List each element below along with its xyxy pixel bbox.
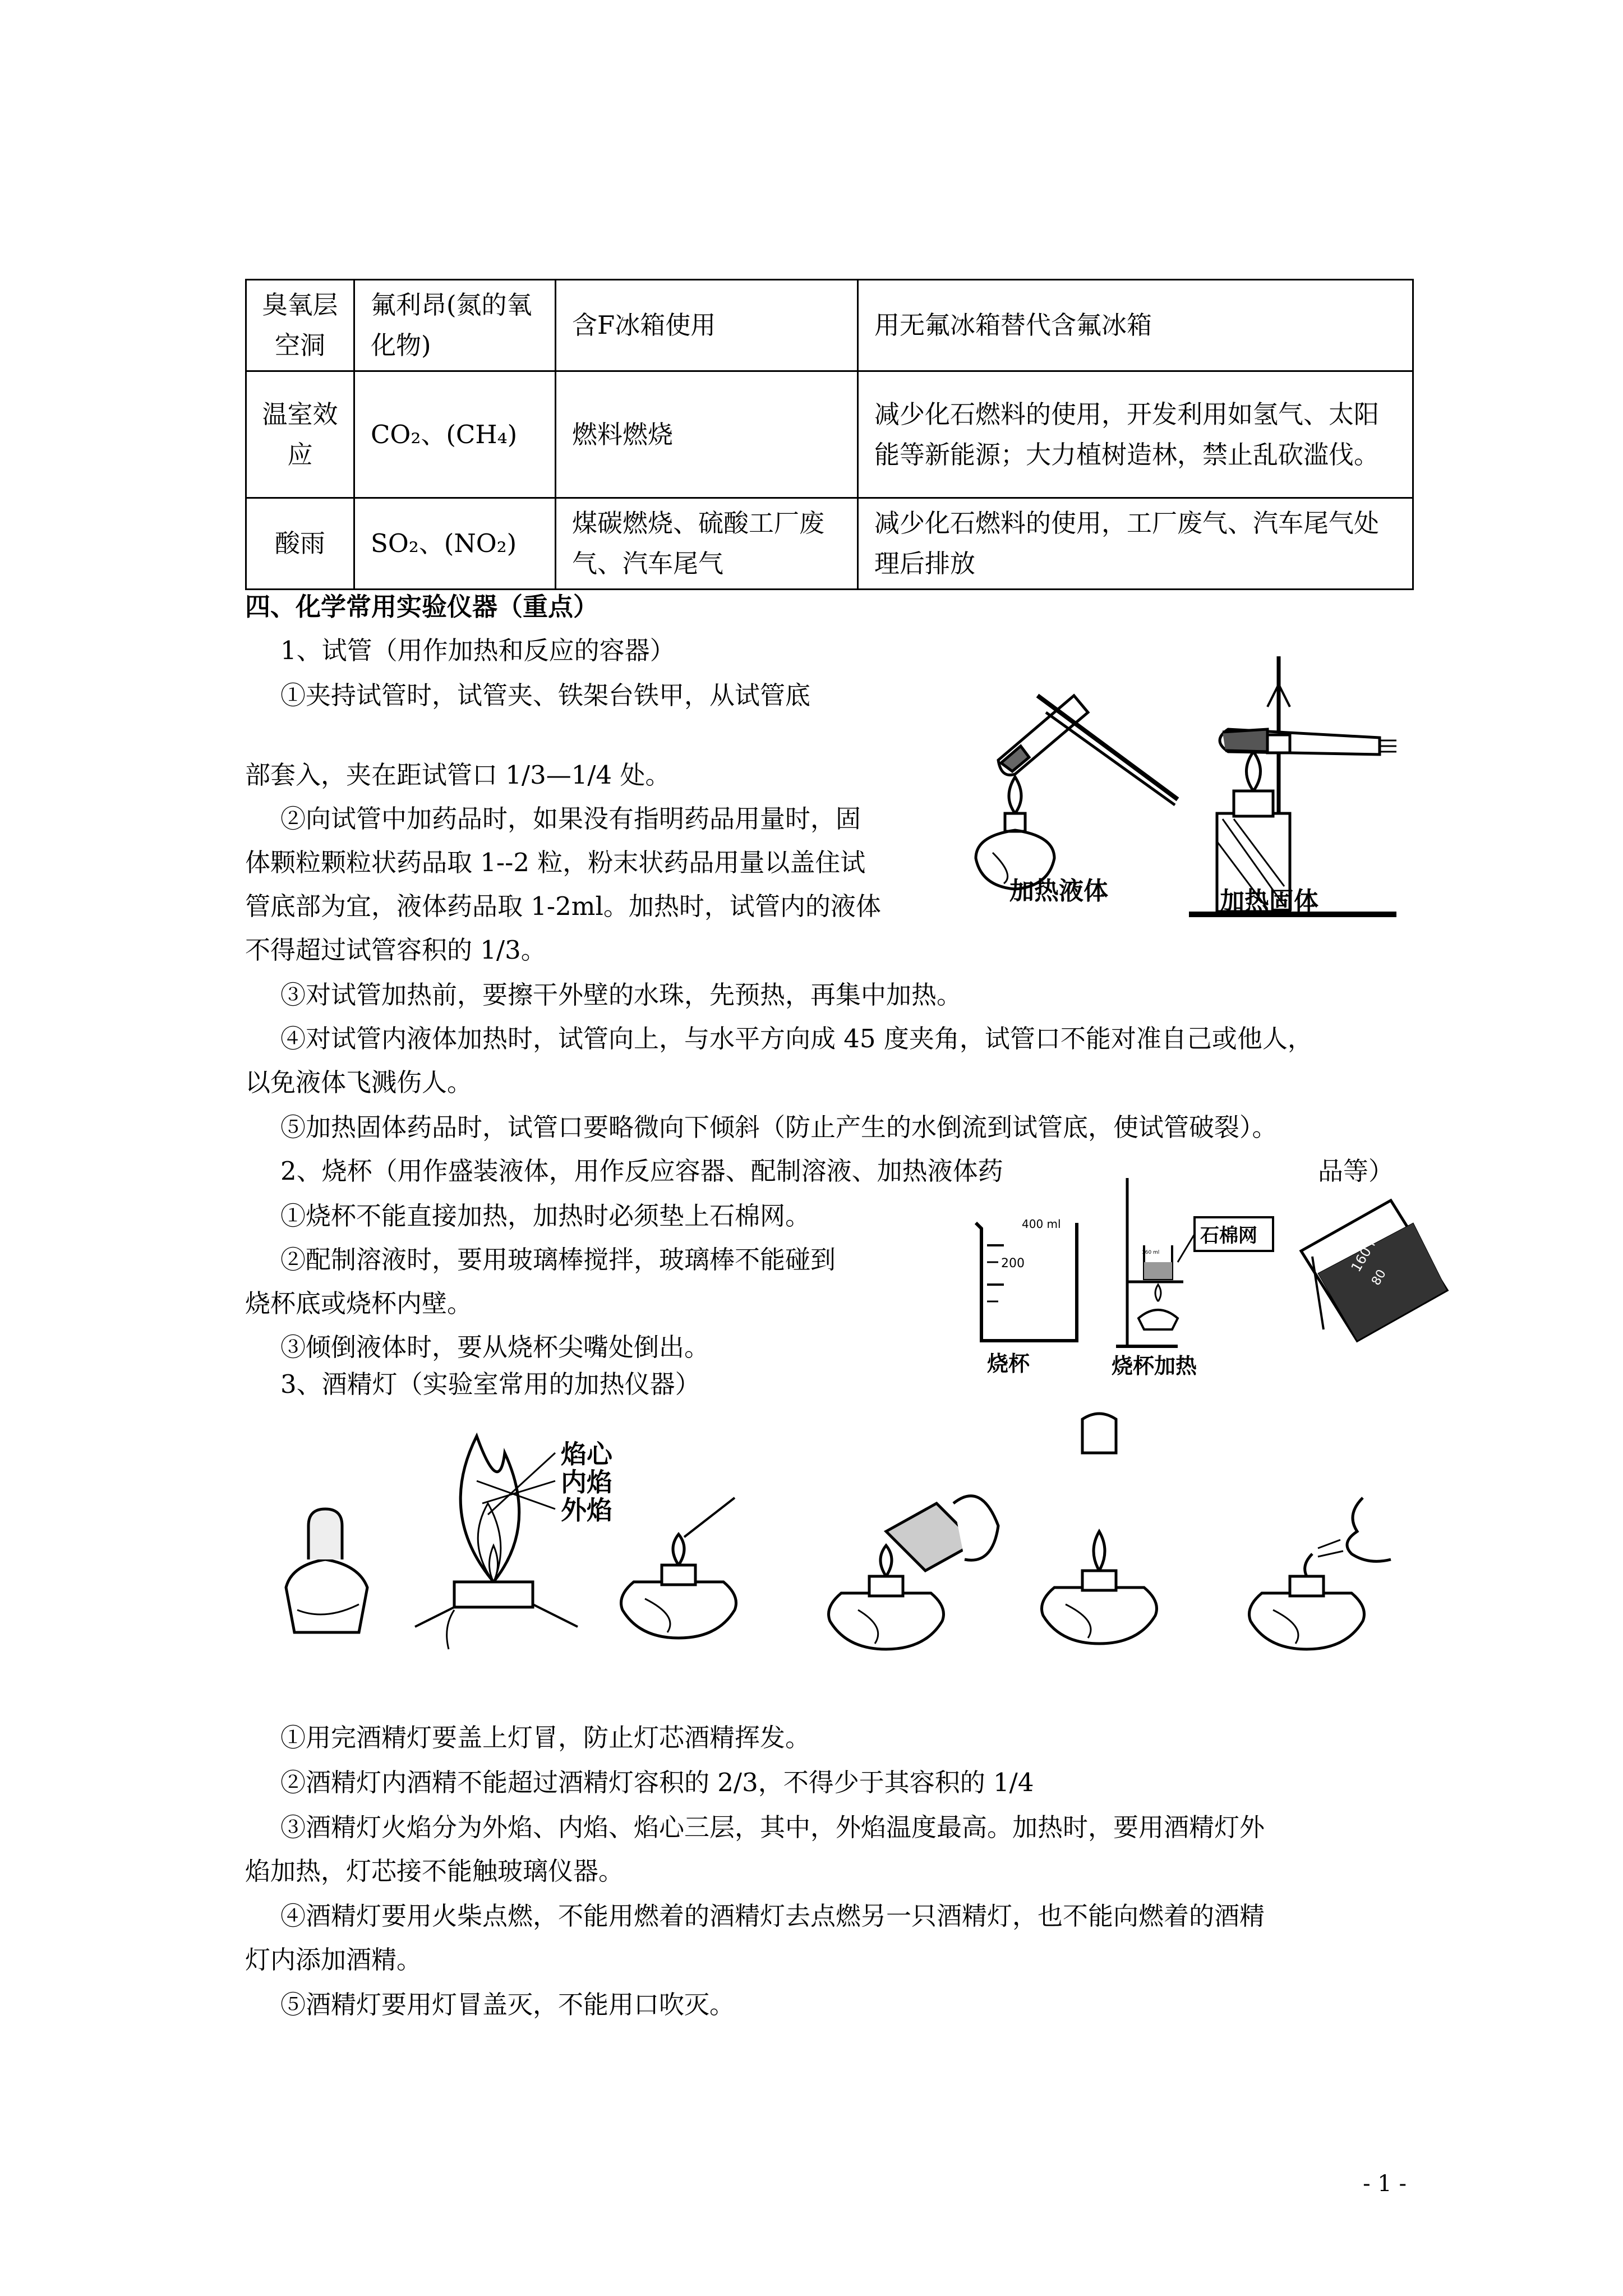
beaker-mark-200: 200 (1001, 1257, 1025, 1271)
lamp-title: 3、酒精灯（实验室常用的加热仪器） (280, 1369, 700, 1399)
beaker-p2b: 烧杯底或烧杯内壁。 (245, 1289, 473, 1318)
table-row (246, 371, 1413, 498)
lamp-p3a: ③酒精灯火焰分为外焰、内焰、焰心三层，其中，外焰温度最高。加热时，要用酒精灯外 (280, 1812, 1265, 1842)
test-tube-p2d: 不得超过试管容积的 1/3。 (245, 935, 546, 965)
table-cell-measure: 用无氟冰箱替代含氟冰箱 (858, 280, 1413, 371)
test-tube-title: 1、试管（用作加热和反应的容器） (280, 636, 675, 665)
lamp-p4a: ④酒精灯要用火柴点燃，不能用燃着的酒精灯去点燃另一只酒精灯，也不能向燃着的酒精 (280, 1901, 1265, 1931)
test-tube-p1a: ①夹持试管时，试管夹、铁架台铁甲，从试管底 (280, 680, 811, 710)
beaker-mark-400: 400 ml (1022, 1217, 1061, 1231)
table-cell-issue: 酸雨 (246, 498, 354, 590)
test-tube-p1b: 部套入，夹在距试管口 1/3—1/4 处。 (245, 760, 671, 790)
small-beaker-mark: 160 ml (1142, 1250, 1160, 1255)
test-tube-p3: ③对试管加热前，要擦干外壁的水珠，先预热，再集中加热。 (280, 980, 962, 1010)
caption-beaker: 烧杯 (987, 1351, 1030, 1376)
table-row (246, 498, 1413, 590)
table-cell-pollutant: SO₂、(NO₂) (354, 498, 556, 590)
table-cell-pollutant: 氟利昂(氮的氧化物) (354, 280, 556, 371)
pollution-table (245, 279, 1414, 590)
flame-outer-label: 外焰 (561, 1495, 612, 1525)
alcohol-lamp-illustration (275, 1402, 1408, 1672)
table-cell-issue: 臭氧层空洞 (246, 280, 354, 371)
test-tube-p2a: ②向试管中加药品时，如果没有指明药品用量时，固 (280, 804, 861, 834)
test-tube-p4a: ④对试管内液体加热时，试管向上，与水平方向成 45 度夹角，试管口不能对准自己或他人， (280, 1024, 1313, 1053)
table-cell-source: 含F冰箱使用 (556, 280, 858, 371)
flame-inner-label: 内焰 (561, 1467, 612, 1497)
gauze-label: 石棉网 (1200, 1225, 1257, 1247)
flame-core-label: 焰心 (561, 1439, 612, 1469)
table-cell-issue: 温室效应 (246, 371, 354, 498)
caption-heat-solid: 加热固体 (1220, 887, 1318, 915)
test-tube-p4b: 以免液体飞溅伤人。 (245, 1068, 473, 1097)
page-number: - 1 - (1363, 2171, 1407, 2197)
beaker-title-a: 2、烧杯（用作盛装液体，用作反应容器、配制溶液、加热液体药 (280, 1156, 1003, 1186)
beaker-illustration (965, 1161, 1458, 1374)
section-heading: 四、化学常用实验仪器（重点） (245, 592, 599, 622)
test-tube-p2b: 体颗粒颗粒状药品取 1--2 粒，粉末状药品用量以盖住试 (245, 848, 866, 877)
table-row (246, 280, 1413, 371)
lamp-p3b: 焰加热，灯芯接不能触玻璃仪器。 (245, 1856, 624, 1886)
table-cell-measure: 减少化石燃料的使用，开发利用如氢气、太阳能等新能源；大力植树造林，禁止乱砍滥伐。 (858, 371, 1413, 498)
tilted-beaker-mark-80: 80 (1369, 1267, 1389, 1288)
beaker-title-b: 品等） (1318, 1156, 1394, 1186)
beaker-p3: ③倾倒液体时，要从烧杯尖嘴处倒出。 (280, 1332, 710, 1362)
lamp-p4b: 灯内添加酒精。 (245, 1945, 422, 1975)
tilted-beaker-mark: 160 ml (1348, 1226, 1385, 1275)
test-tube-p2c: 管底部为宜，液体药品取 1-2ml。加热时，试管内的液体 (245, 891, 881, 921)
caption-beaker-heating: 烧杯加热 (1112, 1354, 1197, 1378)
table-cell-measure: 减少化石燃料的使用，工厂废气、汽车尾气处理后排放 (858, 498, 1413, 590)
lamp-p2: ②酒精灯内酒精不能超过酒精灯容积的 2/3，不得少于其容积的 1/4 (280, 1768, 1034, 1797)
table-cell-source: 燃料燃烧 (556, 371, 858, 498)
lamp-p5: ⑤酒精灯要用灯冒盖灭，不能用口吹灭。 (280, 1990, 735, 2019)
table-cell-source: 煤碳燃烧、硫酸工厂废气、汽车尾气 (556, 498, 858, 590)
caption-heat-liquid: 加热液体 (1009, 877, 1108, 905)
beaker-p2a: ②配制溶液时，要用玻璃棒搅拌，玻璃棒不能碰到 (280, 1245, 836, 1274)
lamp-p1: ①用完酒精灯要盖上灯冒，防止灯芯酒精挥发。 (280, 1723, 811, 1752)
beaker-p1: ①烧杯不能直接加热，加热时必须垫上石棉网。 (280, 1201, 811, 1231)
table-cell-pollutant: CO₂、(CH₄) (354, 371, 556, 498)
test-tube-p5: ⑤加热固体药品时，试管口要略微向下倾斜（防止产生的水倒流到试管底，使试管破裂）。 (280, 1112, 1278, 1142)
